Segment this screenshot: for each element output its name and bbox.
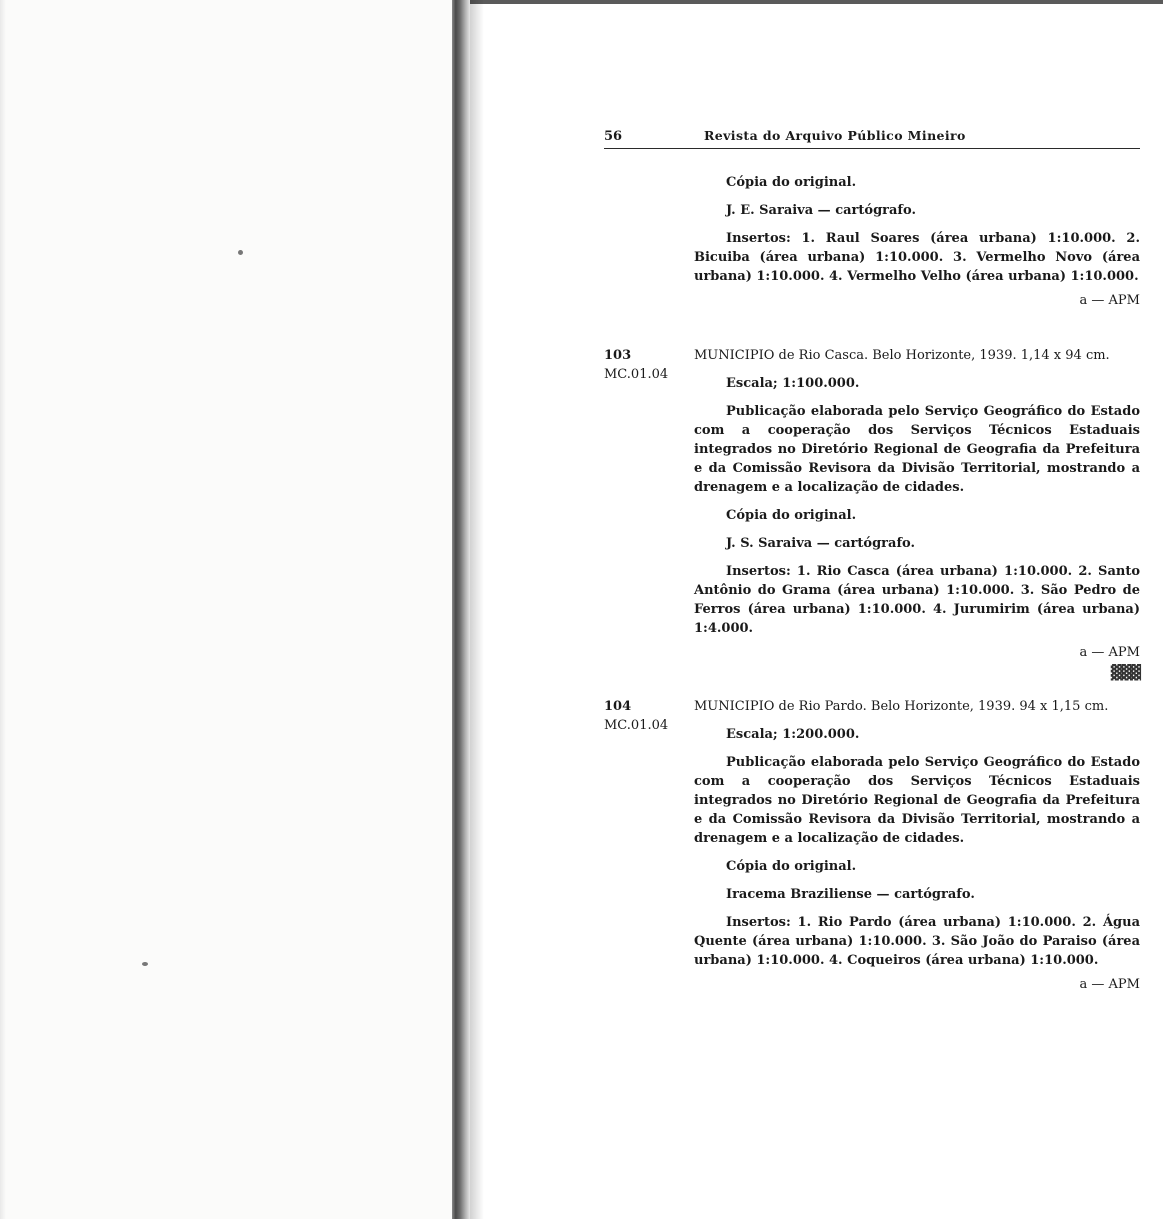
entry-number: 104 [604,699,632,714]
catalog-entry-104 [604,697,1140,994]
insets: Insertos: 1. Rio Pardo (área urbana) 1:10.000. 2. Água Quente (área urbana) 1:10.000. 3. São João do Paraiso (área urbana) 1:10.000. 4. Coqueiros (área urbana) 1:10.000. [694,915,1140,968]
running-head [604,128,1140,149]
insets: Insertos: 1. Rio Casca (área urbana) 1:10.000. 2. Santo Antônio do Grama (área urbana) 1:10.000. 3. São Pedro de Ferros (área urbana) 1:10.000. 4. Jurumirim (área urbana) 1:4.000. [694,564,1140,636]
insets: Insertos: 1. Raul Soares (área urbana) 1:10.000. 2. Bicuiba (área urbana) 1:10.000. 3. Vermelho Novo (área urbana) 1:10.000. 4. Vermelho Velho (área urbana) 1:10.000. [694,231,1140,284]
page-number: 56 [604,129,623,144]
entry-description: Publicação elaborada pelo Serviço Geográfico do Estado com a cooperação dos Serviços Técnicos Estaduais integrados no Diretório Regional de Geografia da Prefeitura e da Comissão Revisora da Divisão Territorial, mostrando a drenagem e a localização de cidades. [694,404,1140,495]
right-page [604,128,1140,994]
copy-note: Cópia do original. [726,175,857,190]
continued-entry-body [694,173,1140,310]
cartographer: J. E. Saraiva — cartógrafo. [726,203,916,218]
entry-body [694,697,1140,994]
dust-speck [142,962,148,966]
book-gutter [452,0,470,1219]
journal-title: Revista do Arquivo Público Mineiro [704,128,966,143]
copy-note: Cópia do original. [726,508,857,523]
entry-title: MUNICIPIO de Rio Pardo. Belo Horizonte, 1939. 94 x 1,15 cm. [694,699,1109,714]
entry-code: MC.01.04 [604,718,669,733]
cartographer: J. S. Saraiva — cartógrafo. [726,536,916,551]
gutter-shadow [470,0,484,1219]
entry-id [604,697,694,994]
spacer [604,310,1140,346]
cartographer: Iracema Braziliense — cartógrafo. [726,887,975,902]
entry-code: MC.01.04 [604,367,669,382]
source-note: a — APM [1079,293,1140,308]
entry-id [604,346,694,697]
left-blank-page [0,0,452,1219]
entry-row [604,346,1140,697]
entry-body [694,346,1140,697]
left-page-edge [0,0,6,1219]
continued-entry [604,173,1140,310]
ink-stamp-mark: ▓▓▓ [1110,665,1140,681]
entry-description: Publicação elaborada pelo Serviço Geográfico do Estado com a cooperação dos Serviços Técnicos Estaduais integrados no Diretório Regional de Geografia da Prefeitura e da Comissão Revisora da Divisão Territorial, mostrando a drenagem e a localização de cidades. [694,755,1140,846]
catalog-entry-103 [604,346,1140,697]
entry-title: MUNICIPIO de Rio Casca. Belo Horizonte, 1939. 1,14 x 94 cm. [694,348,1110,363]
source-note: a — APM [1079,645,1140,660]
dust-speck [238,250,243,255]
source-note: a — APM [1079,977,1140,992]
entry-scale: Escala; 1:200.000. [726,727,860,742]
entry-number: 103 [604,348,632,363]
entry-scale: Escala; 1:100.000. [726,376,860,391]
entry-row [604,697,1140,994]
copy-note: Cópia do original. [726,859,857,874]
